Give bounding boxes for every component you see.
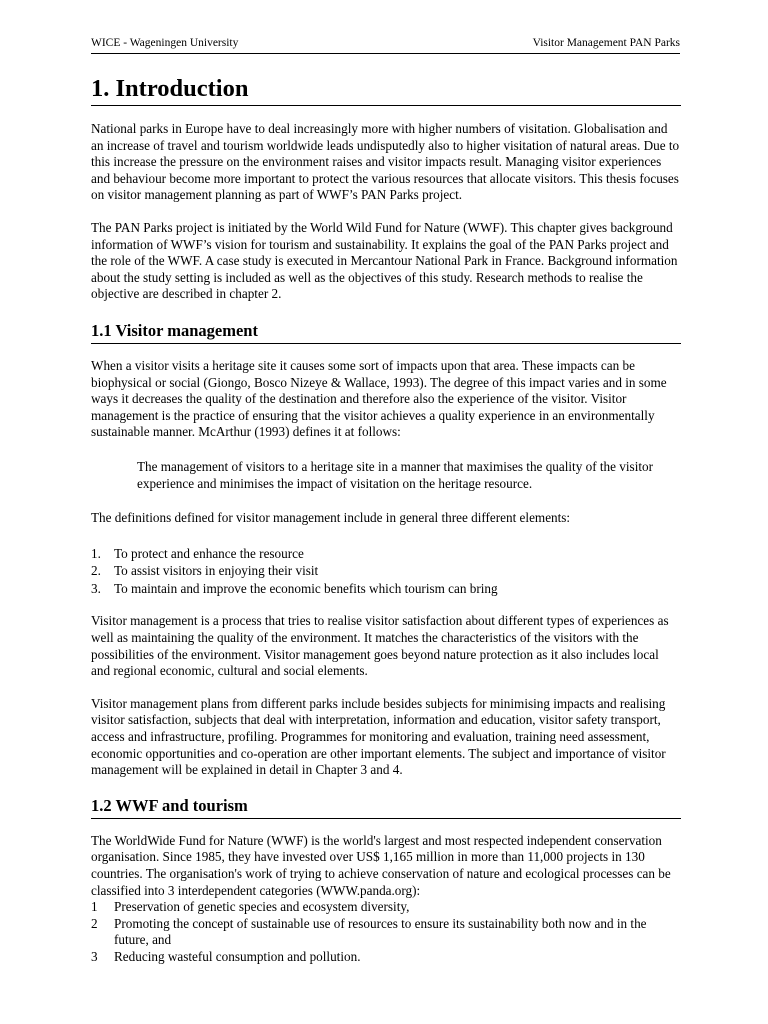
wwf-paragraph-1: The WorldWide Fund for Nature (WWF) is the world's largest and most respected independent conservation organisation. Since 1985, they have invested over US$ 1,165 million in more than 11,000 projects in 130 countries. The organisation's work of trying to achieve conservation of nature and ecological processes can be classified into 3 interdependent categories (WWW.panda.org): — [91, 832, 671, 898]
list-item: 1 Preservation of genetic species and ecosystem diversity, — [91, 899, 410, 915]
visitor-management-paragraph-4: Visitor management plans from different parks include besides subjects for minimising impacts and realising visitor satisfaction, subjects that deal with interpretation, information and education, visitor safety transport, access and infrastructure, profiling. Programmes for monitoring and evaluation, training need assessment, economic opportunities and co-operation are other important elements. The subject and importance of visitor management will be explained in detail in Chapter 3 and 4. — [91, 695, 666, 778]
list-item: 2 Promoting the concept of sustainable use of resources to ensure its sustainability both now and in the future, and — [91, 915, 647, 948]
section-title-wwf-tourism: 1.2 WWF and tourism — [91, 795, 681, 819]
section-title-visitor-management: 1.1 Visitor management — [91, 320, 681, 344]
running-header — [91, 36, 680, 54]
wwf-categories-list — [91, 899, 681, 965]
header-right: Visitor Management PAN Parks — [532, 37, 680, 49]
visitor-management-paragraph-2: The definitions defined for visitor management include in general three different elements: — [91, 510, 571, 526]
list-item: 2. To assist visitors in enjoying their visit — [91, 563, 319, 579]
elements-list — [91, 545, 681, 598]
list-item: 3 Reducing wasteful consumption and pollution. — [91, 948, 361, 964]
page-content — [91, 74, 681, 966]
intro-paragraph-1: National parks in Europe have to deal increasingly more with higher numbers of visitation. Globalisation and an increase of travel and tourism worldwide leads undisputedly also to higher visitation of natural areas. Due to this increase the pressure on the environment raises and visitor impacts result. Managing visitor experiences and behaviour become more important to protect the various resources that allocate visitors. This thesis focuses on visitor management planning as part of WWF’s PAN Parks project. — [91, 121, 680, 203]
chapter-title: 1. Introduction — [91, 74, 681, 106]
block-quote: The management of visitors to a heritage site in a manner that maximises the quality of the visitor experience and minimises the impact of visitation on the heritage resource. — [137, 458, 654, 491]
list-item: 3. To maintain and improve the economic benefits which tourism can bring — [91, 580, 498, 596]
visitor-management-paragraph-1: When a visitor visits a heritage site it causes some sort of impacts upon that area. These impacts can be biophysical or social (Giongo, Bosco Nizeye & Wallace, 1993). The degree of this impact varies and in some ways it decreases the quality of the destination and therefore also the experience of the visitor. Visitor management is the practice of ensuring that the visitor achieves a quality experience in an environmentally sustainable manner. McArthur (1993) defines it at follows: — [91, 357, 667, 440]
visitor-management-paragraph-3: Visitor management is a process that tries to realise visitor satisfaction about different types of experiences as well as maintaining the quality of the environment. It matches the characteristics of the visitors with the possibilities of the environment. Visitor management goes beyond nature protection as it also includes local and regional economic, cultural and social elements. — [91, 613, 669, 679]
intro-paragraph-2: The PAN Parks project is initiated by the World Wild Fund for Nature (WWF). This chapter gives background information of WWF’s vision for tourism and sustainability. It explains the goal of the PAN Parks project and the role of the WWF. A case study is executed in Mercantour National Park in France. Background information about the study setting is included as well as the objectives of this study. Research methods to realise the objective are described in chapter 2. — [91, 219, 678, 302]
list-item: 1. To protect and enhance the resource — [91, 545, 304, 561]
header-left: WICE - Wageningen University — [91, 37, 239, 49]
